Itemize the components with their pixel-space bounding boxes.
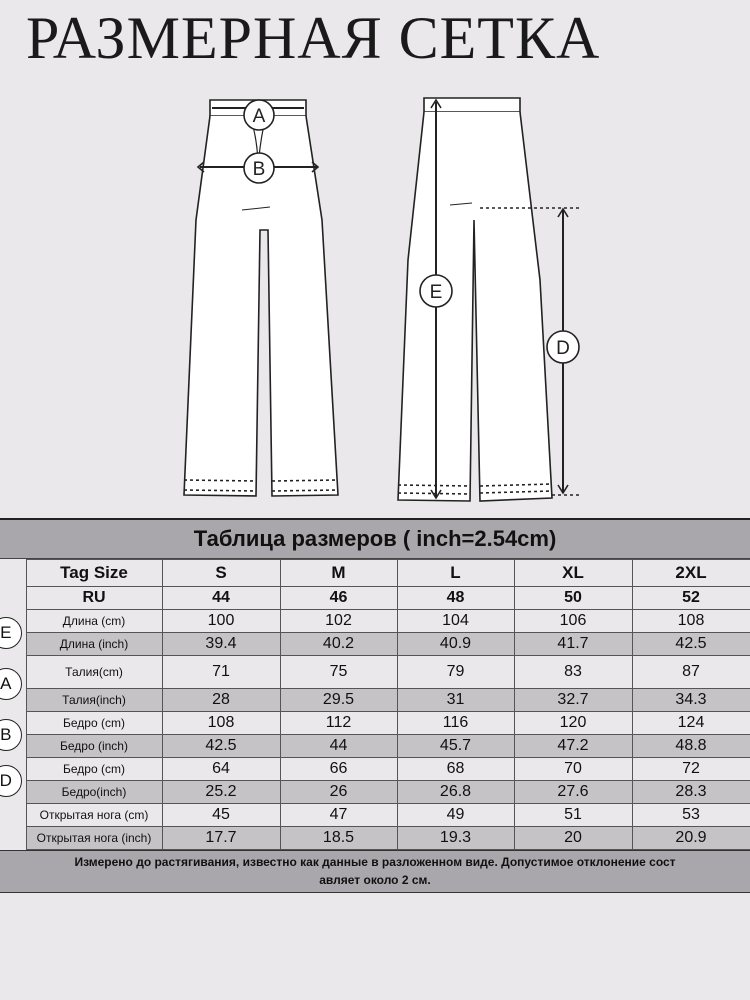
table-row <box>0 633 750 656</box>
row-label: Талия(inch) <box>26 689 162 712</box>
table-cell: 108 <box>162 712 280 735</box>
table-cell: 75 <box>280 656 397 689</box>
page-title: РАЗМЕРНАЯ СЕТКА <box>26 5 601 71</box>
table-cell: 20 <box>514 827 632 850</box>
row-label: Бедро (inch) <box>26 735 162 758</box>
row-marker-icon: E <box>0 617 22 649</box>
table-cell: 34.3 <box>632 689 750 712</box>
table-cell: 42.5 <box>632 633 750 656</box>
table-cell: 47.2 <box>514 735 632 758</box>
table-cell: 102 <box>280 610 397 633</box>
row-marker-icon: D <box>0 765 22 797</box>
table-cell: 48 <box>397 587 514 610</box>
table-cell: 44 <box>162 587 280 610</box>
table-cell: 50 <box>514 587 632 610</box>
table-cell: 79 <box>397 656 514 689</box>
row-label: Открытая нога (cm) <box>26 804 162 827</box>
svg-text:D: D <box>556 338 570 359</box>
marker-cell <box>0 560 26 587</box>
table-cell: 47 <box>280 804 397 827</box>
table-cell: 108 <box>632 610 750 633</box>
table-cell: 116 <box>397 712 514 735</box>
row-label: Бедро (cm) <box>26 712 162 735</box>
table-cell: 26.8 <box>397 781 514 804</box>
table-row <box>0 827 750 850</box>
header-size: S <box>162 560 280 587</box>
table-cell: 28 <box>162 689 280 712</box>
table-cell: 42.5 <box>162 735 280 758</box>
table-cell: 29.5 <box>280 689 397 712</box>
table-cell: 45 <box>162 804 280 827</box>
marker-cell <box>0 827 26 850</box>
table-cell: 52 <box>632 587 750 610</box>
table-row <box>0 758 750 781</box>
row-label: Открытая нога (inch) <box>26 827 162 850</box>
svg-text:A: A <box>252 106 266 127</box>
pants-diagram <box>0 80 750 510</box>
table-cell: 20.9 <box>632 827 750 850</box>
table-cell: 49 <box>397 804 514 827</box>
marker-cell <box>0 804 26 827</box>
table-row <box>0 804 750 827</box>
marker-cell <box>0 656 26 712</box>
table-cell: 17.7 <box>162 827 280 850</box>
table-cell: 39.4 <box>162 633 280 656</box>
row-label: Длина (inch) <box>26 633 162 656</box>
table-cell: 124 <box>632 712 750 735</box>
table-row <box>0 712 750 735</box>
table-cell: 45.7 <box>397 735 514 758</box>
table-header-row <box>0 560 750 587</box>
table-cell: 120 <box>514 712 632 735</box>
table-cell: 18.5 <box>280 827 397 850</box>
table-cell: 28.3 <box>632 781 750 804</box>
table-row <box>0 610 750 633</box>
table-cell: 104 <box>397 610 514 633</box>
table-cell: 66 <box>280 758 397 781</box>
table-cell: 106 <box>514 610 632 633</box>
table-row <box>0 735 750 758</box>
table-cell: 64 <box>162 758 280 781</box>
row-label: RU <box>26 587 162 610</box>
header-size: 2XL <box>632 560 750 587</box>
table-cell: 40.2 <box>280 633 397 656</box>
table-cell: 68 <box>397 758 514 781</box>
svg-text:E: E <box>429 282 443 303</box>
table-cell: 31 <box>397 689 514 712</box>
table-cell: 26 <box>280 781 397 804</box>
header-size: XL <box>514 560 632 587</box>
table-cell: 51 <box>514 804 632 827</box>
table-cell: 19.3 <box>397 827 514 850</box>
table-cell: 87 <box>632 656 750 689</box>
table-row <box>0 781 750 804</box>
table-cell: 27.6 <box>514 781 632 804</box>
row-label: Бедро(inch) <box>26 781 162 804</box>
table-cell: 32.7 <box>514 689 632 712</box>
table-cell: 100 <box>162 610 280 633</box>
table-cell: 112 <box>280 712 397 735</box>
row-marker-icon: A <box>0 668 22 700</box>
row-label: Длина (cm) <box>26 610 162 633</box>
size-table <box>0 559 750 850</box>
table-cell: 46 <box>280 587 397 610</box>
table-cell: 40.9 <box>397 633 514 656</box>
table-row <box>0 689 750 712</box>
table-cell: 53 <box>632 804 750 827</box>
table-title: Таблица размеров ( inch=2.54cm) <box>0 518 750 559</box>
table-cell: 48.8 <box>632 735 750 758</box>
header-size: M <box>280 560 397 587</box>
footnote-line-1: Измерено до растягивания, известно как данные в разложенном виде. Допустимое отклонение сост <box>74 855 676 869</box>
row-marker-icon: B <box>0 719 22 751</box>
table-row-ru <box>0 587 750 610</box>
table-cell: 44 <box>280 735 397 758</box>
row-label: Талия(cm) <box>26 656 162 689</box>
header-tag-size: Tag Size <box>26 560 162 587</box>
footnote-line-2: авляет около 2 см. <box>319 873 431 887</box>
table-cell: 70 <box>514 758 632 781</box>
table-cell: 41.7 <box>514 633 632 656</box>
footnote <box>0 850 750 893</box>
svg-text:B: B <box>252 159 266 180</box>
table-cell: 71 <box>162 656 280 689</box>
marker-cell <box>0 758 26 804</box>
header-size: L <box>397 560 514 587</box>
table-cell: 83 <box>514 656 632 689</box>
marker-cell <box>0 610 26 656</box>
table-row <box>0 656 750 689</box>
table-cell: 72 <box>632 758 750 781</box>
row-label: Бедро (cm) <box>26 758 162 781</box>
marker-cell <box>0 587 26 610</box>
size-table-section <box>0 518 750 893</box>
table-cell: 25.2 <box>162 781 280 804</box>
marker-cell <box>0 712 26 758</box>
